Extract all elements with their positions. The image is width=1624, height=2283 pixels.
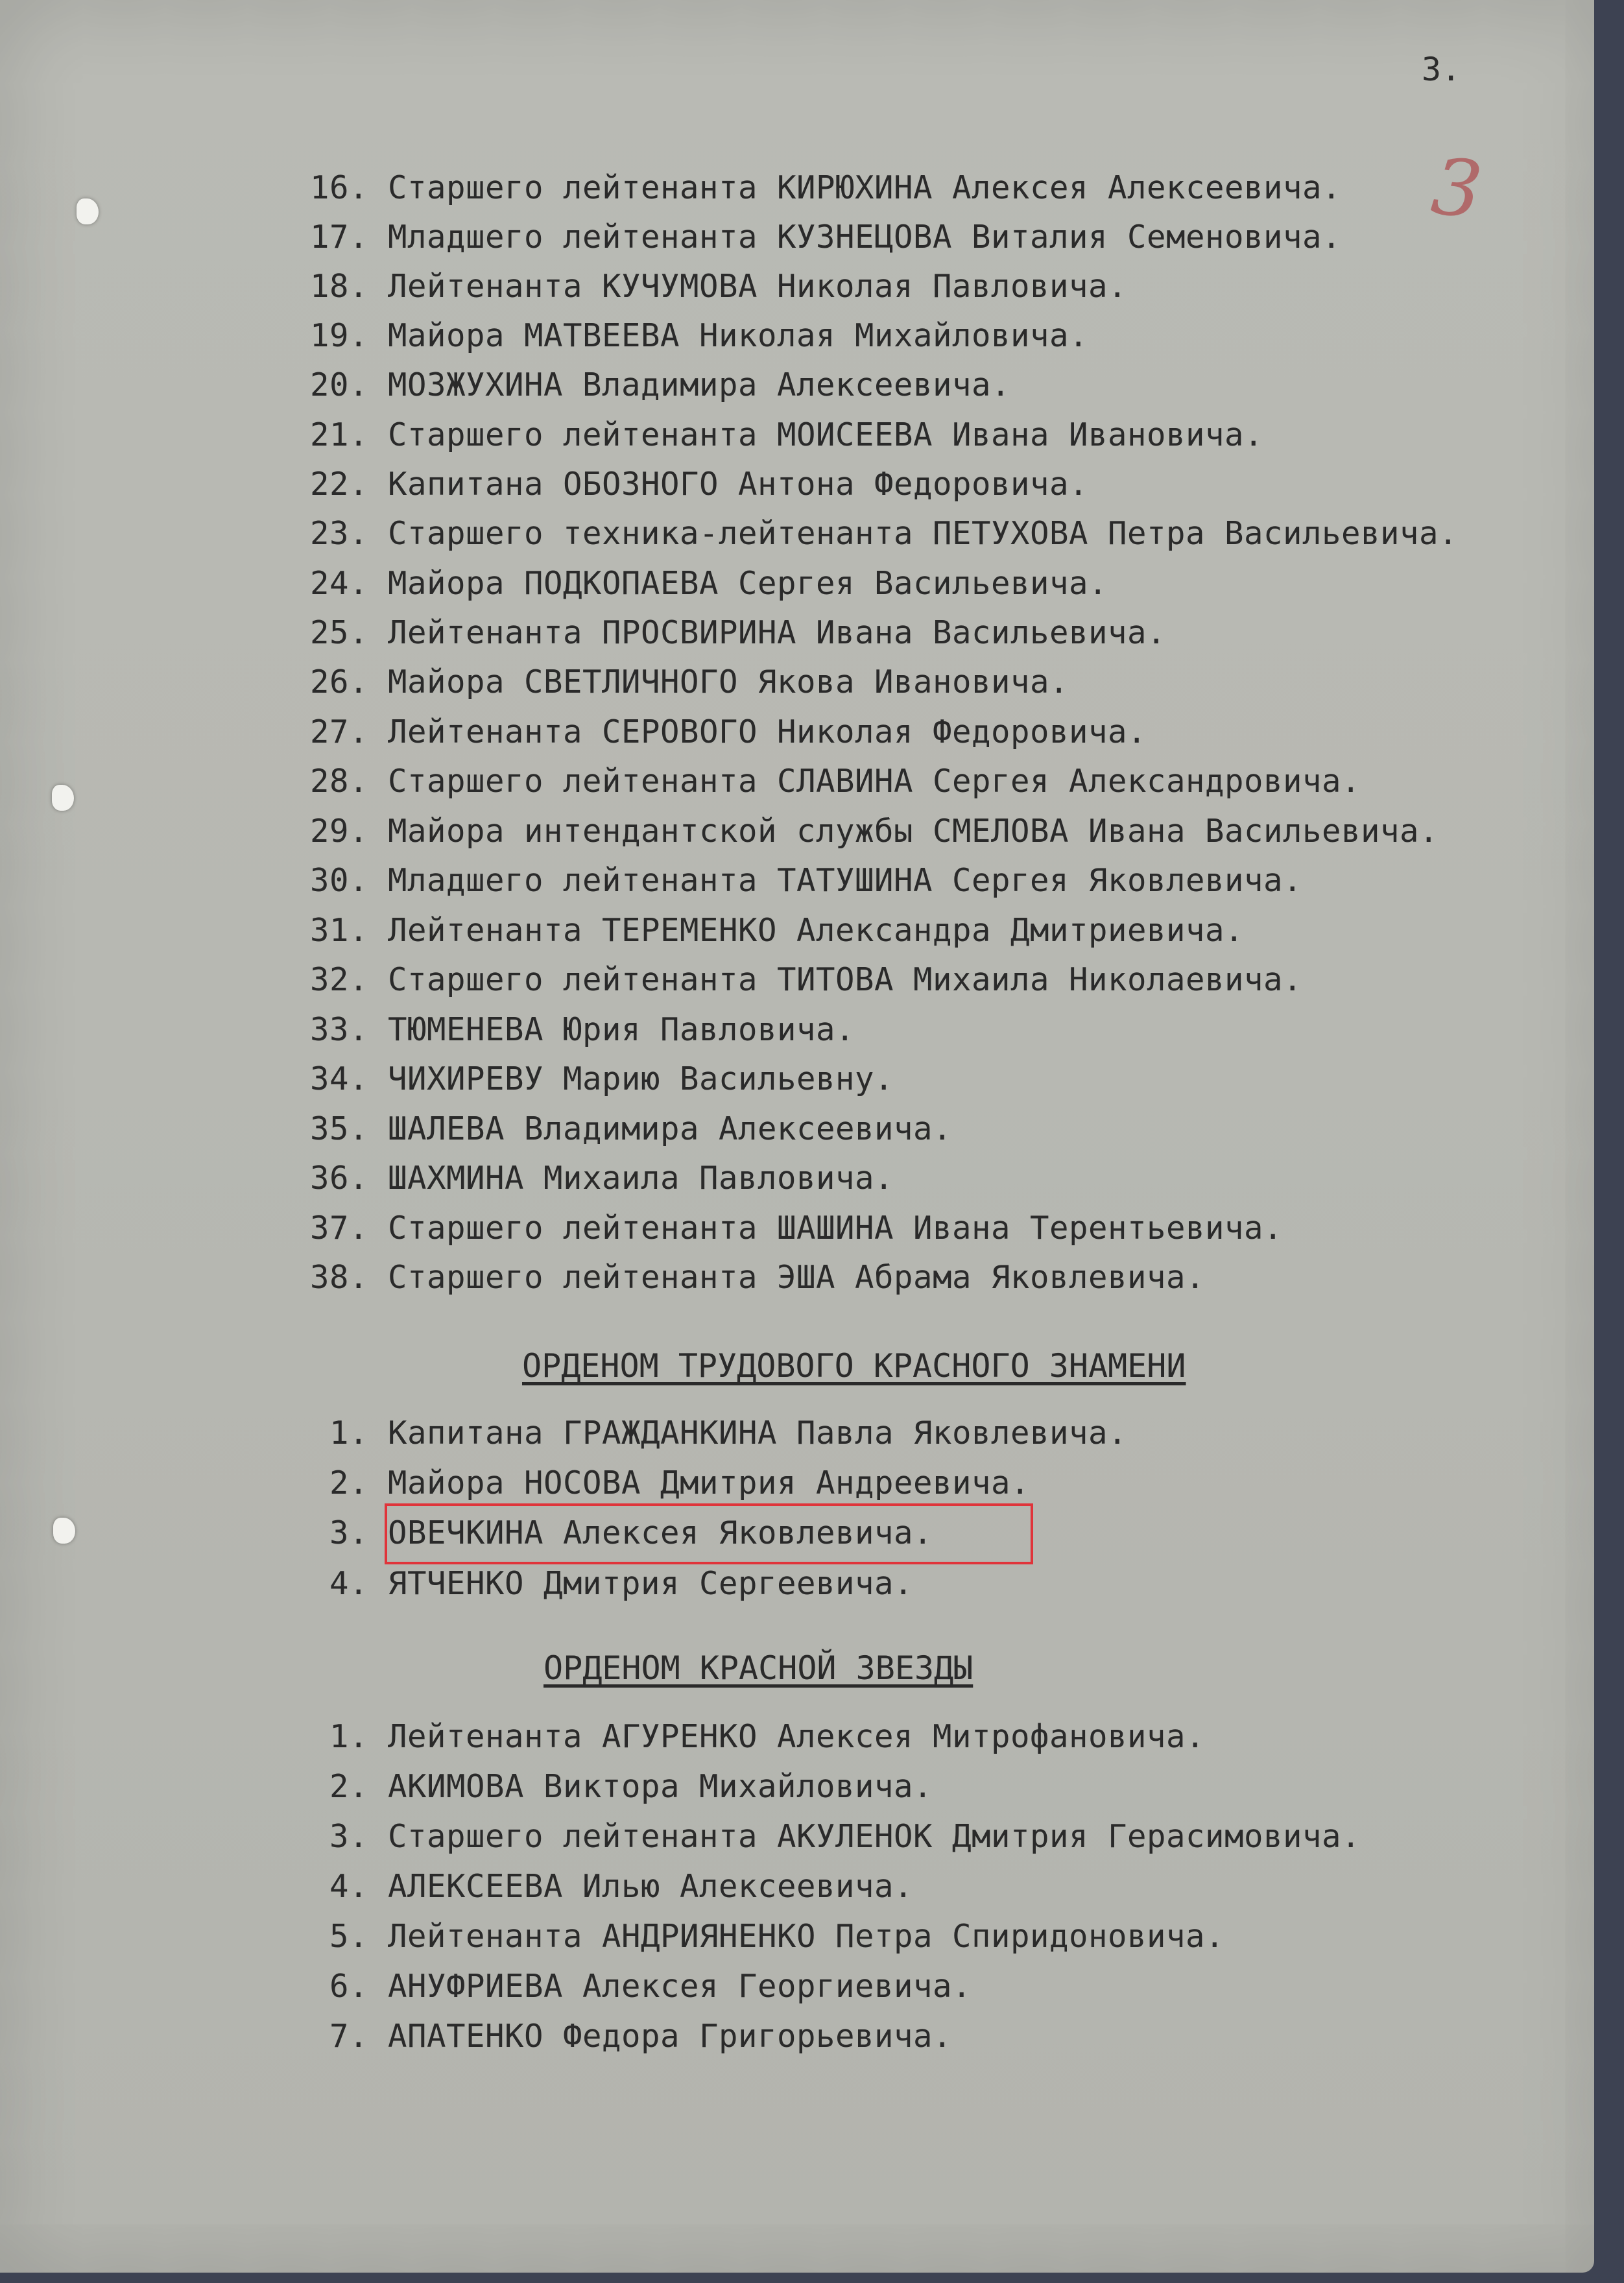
item-text: АПАТЕНКО Федора Григорьевича. bbox=[388, 2018, 953, 2055]
item-number: 5. bbox=[329, 1918, 368, 1955]
list-item bbox=[285, 1210, 1283, 1247]
list-item bbox=[285, 714, 1147, 750]
item-text: Старшего лейтенанта СЛАВИНА Сергея Александровича. bbox=[388, 763, 1361, 800]
item-text: Майора МАТВЕЕВА Николая Михайловича. bbox=[388, 317, 1089, 354]
list-item bbox=[285, 1869, 913, 1905]
item-number: 36. bbox=[309, 1160, 368, 1197]
item-text: Капитана ОБОЗНОГО Антона Федоровича. bbox=[388, 466, 1089, 503]
item-text: Старшего лейтенанта ШАШИНА Ивана Терентьевича. bbox=[388, 1210, 1284, 1247]
list-item bbox=[285, 1111, 952, 1147]
item-number: 2. bbox=[329, 1768, 368, 1805]
list-item bbox=[285, 1719, 1205, 1755]
highlight-box bbox=[385, 1503, 1033, 1564]
item-text: Лейтенанта ТЕРЕМЕНКО Александра Дмитриевича. bbox=[388, 912, 1245, 949]
item-number: 27. bbox=[309, 713, 368, 750]
item-text: Старшего лейтенанта МОИСЕЕВА Ивана Ивановича. bbox=[388, 416, 1264, 453]
item-number: 26. bbox=[309, 663, 368, 700]
list-item bbox=[285, 913, 1244, 949]
list-item bbox=[285, 813, 1439, 850]
list-item bbox=[285, 1566, 913, 1602]
list-item bbox=[285, 367, 1010, 403]
item-number: 31. bbox=[309, 912, 368, 949]
punch-hole bbox=[77, 198, 99, 224]
item-text: Старшего лейтенанта ЭША Абрама Яковлевича. bbox=[388, 1259, 1206, 1296]
list-item bbox=[285, 1769, 933, 1805]
list-item bbox=[285, 1819, 1361, 1855]
item-number: 7. bbox=[329, 2018, 368, 2055]
item-number: 38. bbox=[309, 1259, 368, 1296]
item-text: Капитана ГРАЖДАНКИНА Павла Яковлевича. bbox=[388, 1415, 1128, 1452]
page-number: 3. bbox=[1422, 51, 1461, 88]
item-text: ЯТЧЕНКО Дмитрия Сергеевича. bbox=[388, 1565, 914, 1602]
item-text: Лейтенанта АНДРИЯНЕНКО Петра Спиридоновича. bbox=[388, 1918, 1225, 1955]
item-number: 37. bbox=[309, 1210, 368, 1247]
item-text: ТЮМЕНЕВА Юрия Павловича. bbox=[388, 1011, 855, 1048]
item-text: ШАЛЕВА Владимира Алексеевича. bbox=[388, 1110, 953, 1147]
item-number: 24. bbox=[309, 565, 368, 602]
item-number: 22. bbox=[309, 466, 368, 503]
item-text: Старшего лейтенанта АКУЛЕНОК Дмитрия Герасимовича. bbox=[388, 1818, 1361, 1855]
item-number: 35. bbox=[309, 1110, 368, 1147]
list-item bbox=[285, 1415, 1127, 1452]
item-text: Старшего лейтенанта КИРЮХИНА Алексея Алексеевича. bbox=[388, 169, 1342, 206]
item-number: 6. bbox=[329, 1968, 368, 2005]
list-item bbox=[285, 1160, 894, 1197]
item-number: 29. bbox=[309, 813, 368, 850]
item-number: 17. bbox=[309, 219, 368, 256]
list-item bbox=[285, 763, 1361, 800]
item-text: Майора интендантской службы СМЕЛОВА Ивана Васильевича. bbox=[388, 813, 1439, 850]
list-item bbox=[285, 516, 1458, 552]
item-number: 19. bbox=[309, 317, 368, 354]
item-text: ОВЕЧКИНА Алексея Яковлевича. bbox=[388, 1514, 933, 1551]
item-number: 16. bbox=[309, 169, 368, 206]
handwritten-mark: 3 bbox=[1427, 141, 1487, 237]
list-item bbox=[285, 1968, 972, 2005]
list-item bbox=[285, 269, 1127, 305]
punch-hole bbox=[52, 785, 74, 811]
item-text: Лейтенанта КУЧУМОВА Николая Павловича. bbox=[388, 268, 1128, 305]
list-item bbox=[285, 1465, 1030, 1501]
list-item bbox=[285, 417, 1263, 453]
item-text: АКИМОВА Виктора Михайловича. bbox=[388, 1768, 933, 1805]
section-heading-star: ОРДЕНОМ КРАСНОЙ ЗВЕЗДЫ bbox=[543, 1649, 973, 1687]
item-text: Старшего техника-лейтенанта ПЕТУХОВА Петра Васильевича. bbox=[388, 515, 1459, 552]
item-text: Старшего лейтенанта ТИТОВА Михаила Николаевича. bbox=[388, 961, 1303, 998]
list-item bbox=[285, 466, 1088, 503]
item-number: 1. bbox=[329, 1415, 368, 1452]
item-number: 3. bbox=[329, 1514, 368, 1551]
item-text: Лейтенанта АГУРЕНКО Алексея Митрофановича. bbox=[388, 1718, 1206, 1755]
item-number: 21. bbox=[309, 416, 368, 453]
list-item bbox=[285, 170, 1341, 206]
list-item bbox=[285, 962, 1302, 998]
section-heading-labor: ОРДЕНОМ ТРУДОВОГО КРАСНОГО ЗНАМЕНИ bbox=[522, 1347, 1186, 1385]
item-text: ШАХМИНА Михаила Павловича. bbox=[388, 1160, 894, 1197]
item-text: Лейтенанта СЕРОВОГО Николая Федоровича. bbox=[388, 713, 1147, 750]
list-item bbox=[285, 566, 1108, 602]
item-text: МОЗЖУХИНА Владимира Алексеевича. bbox=[388, 366, 1011, 403]
item-number: 20. bbox=[309, 366, 368, 403]
item-number: 32. bbox=[309, 961, 368, 998]
list-item bbox=[285, 664, 1069, 700]
item-text: Майора НОСОВА Дмитрия Андреевича. bbox=[388, 1464, 1031, 1501]
item-number: 18. bbox=[309, 268, 368, 305]
item-text: Майора ПОДКОПАЕВА Сергея Васильевича. bbox=[388, 565, 1108, 602]
item-text: Лейтенанта ПРОСВИРИНА Ивана Васильевича. bbox=[388, 614, 1167, 651]
item-text: Младшего лейтенанта ТАТУШИНА Сергея Яковлевича. bbox=[388, 862, 1303, 899]
list-item bbox=[285, 1061, 894, 1097]
item-number: 23. bbox=[309, 515, 368, 552]
item-text: Младшего лейтенанта КУЗНЕЦОВА Виталия Семеновича. bbox=[388, 219, 1342, 256]
item-number: 34. bbox=[309, 1060, 368, 1097]
item-number: 3. bbox=[329, 1818, 368, 1855]
item-number: 4. bbox=[329, 1868, 368, 1905]
list-item bbox=[285, 219, 1341, 256]
item-text: АЛЕКСЕЕВА Илью Алексеевича. bbox=[388, 1868, 914, 1905]
list-item bbox=[285, 1012, 855, 1048]
item-number: 4. bbox=[329, 1565, 368, 1602]
item-number: 28. bbox=[309, 763, 368, 800]
list-item bbox=[285, 2018, 952, 2055]
item-text: ЧИХИРЕВУ Марию Васильевну. bbox=[388, 1060, 894, 1097]
item-number: 25. bbox=[309, 614, 368, 651]
item-number: 30. bbox=[309, 862, 368, 899]
list-item bbox=[285, 863, 1302, 899]
list-item bbox=[285, 615, 1166, 651]
item-number: 33. bbox=[309, 1011, 368, 1048]
item-text: АНУФРИЕВА Алексея Георгиевича. bbox=[388, 1968, 972, 2005]
item-number: 1. bbox=[329, 1718, 368, 1755]
punch-hole bbox=[53, 1518, 75, 1544]
list-item bbox=[285, 1918, 1224, 1955]
item-number: 2. bbox=[329, 1464, 368, 1501]
item-text: Майора СВЕТЛИЧНОГО Якова Ивановича. bbox=[388, 663, 1069, 700]
list-item bbox=[285, 318, 1088, 354]
list-item bbox=[285, 1260, 1205, 1296]
